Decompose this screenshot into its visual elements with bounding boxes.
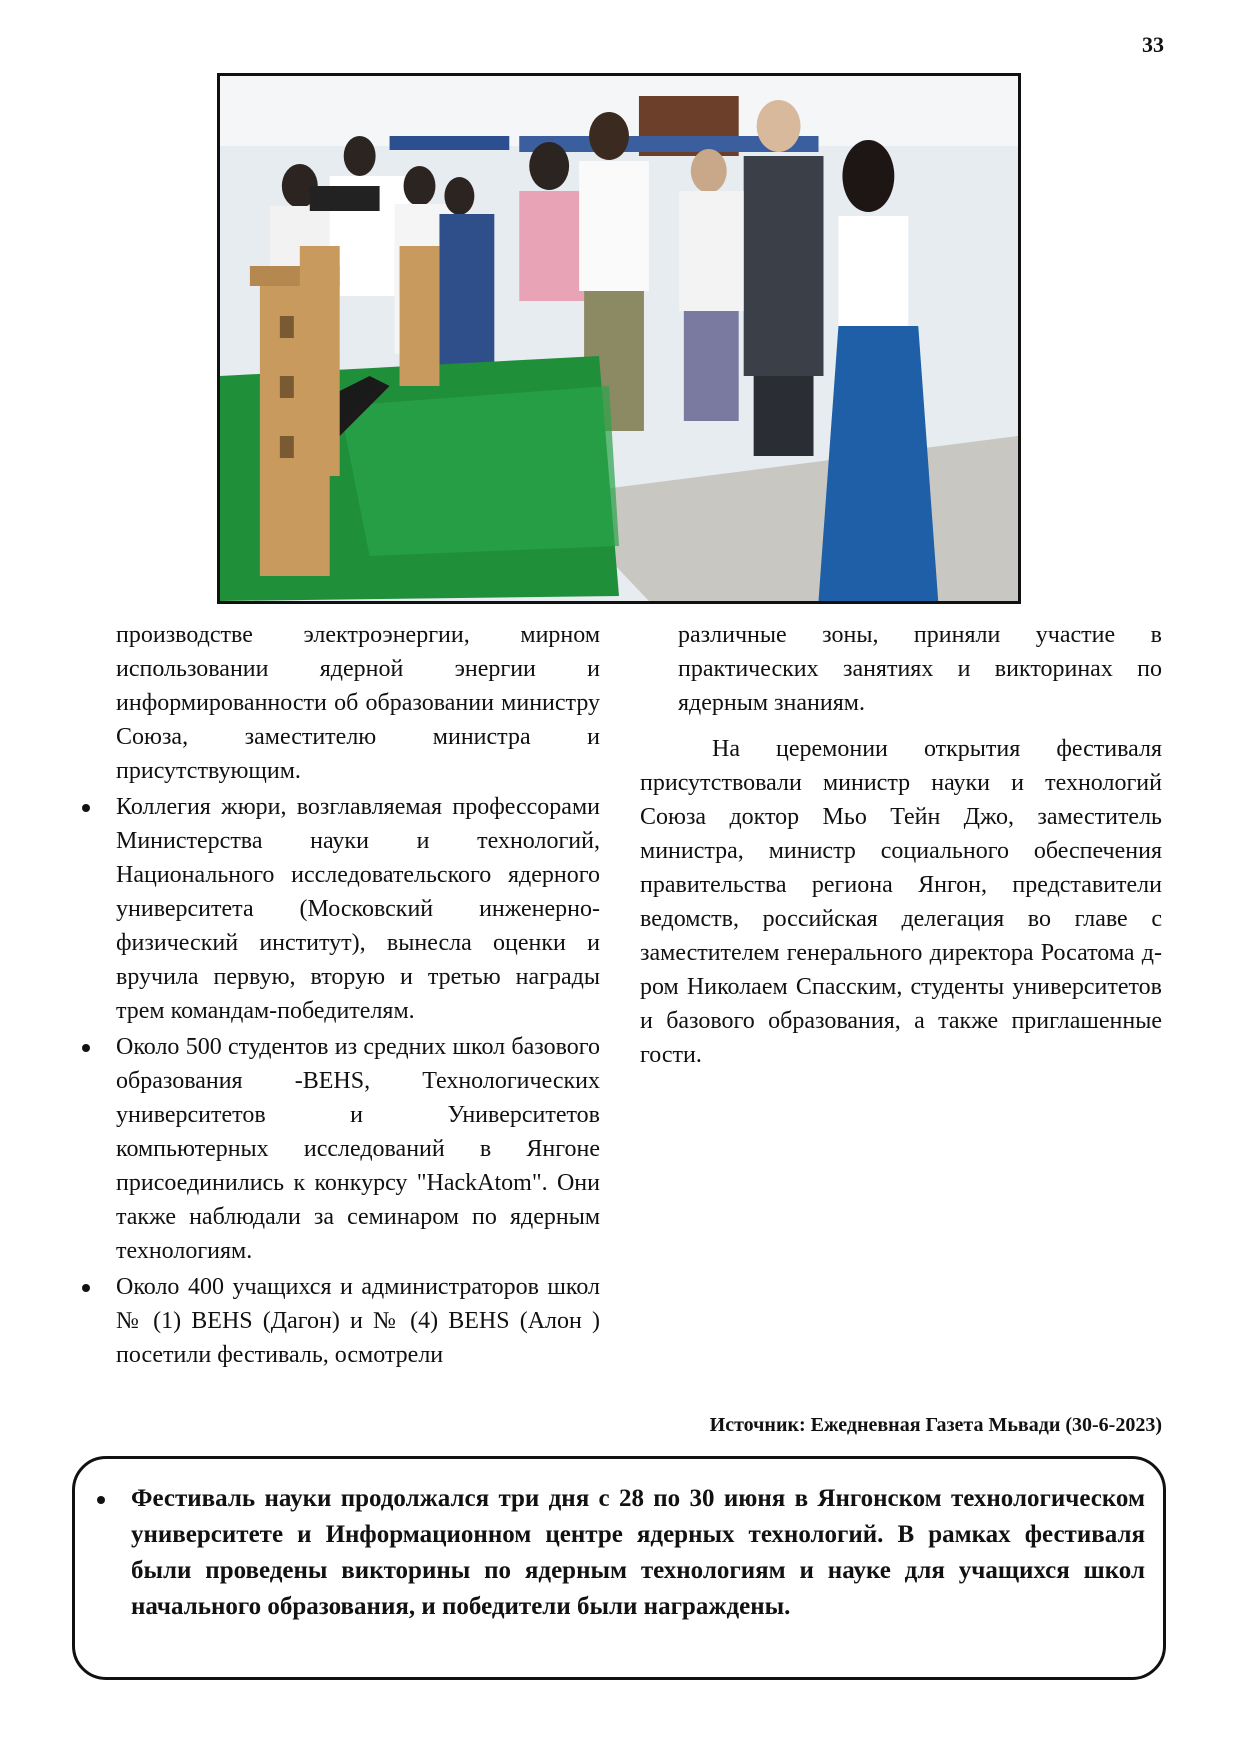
bullet-item-hackatom: Около 500 студентов из средних школ базового образования -BEHS, Технологических университетов и Университетов компьютерных исследований в Янгоне присоединились к конкурсу "HackAtom". Они также наблюдали за семинаром по ядерным технологиям.: [78, 1030, 600, 1268]
left-column: [78, 618, 600, 1372]
bullet-item-visitors: Около 400 учащихся и администраторов школ № (1) BEHS (Дагон) и № (4) BEHS (Алон ) посетили фестиваль, осмотрели: [78, 1270, 600, 1372]
event-photo-illustration: [220, 76, 1018, 601]
source-line: Источник: Ежедневная Газета Мьвади (30-6-2023): [709, 1414, 1162, 1436]
bullet-item-jury: Коллегия жюри, возглавляемая профессорами Министерства науки и технологий, Национального исследовательского ядерного университета (Московский инженерно-физический институт), вынесла оценки и вручила первую, вторую и третью награды трем командам-победителям.: [78, 790, 600, 1028]
event-photo: [217, 73, 1021, 604]
continuation-paragraph: различные зоны, приняли участие в практических занятиях и викторинах по ядерным знаниям.: [678, 622, 1162, 716]
summary-box: [72, 1456, 1166, 1680]
intro-paragraph: производстве электроэнергии, мирном использовании ядерной энергии и информированности об образовании министру Союза, заместителю министра и присутствующим.: [116, 622, 600, 784]
summary-text: Фестиваль науки продолжался три дня с 28 по 30 июня в Янгонском технологическом университете и Информационном центре ядерных технологий. В рамках фестиваля были проведены викторины по ядерным технологиям и науке для учащихся школ начального образования, и победители были награждены.: [93, 1481, 1145, 1625]
right-column: [640, 618, 1162, 1072]
opening-ceremony-paragraph: На церемонии открытия фестиваля присутствовали министр науки и технологий Союза доктор Мьо Тейн Джо, заместитель министра, министр социального обеспечения правительства региона Янгон, представители ведомств, российская делегация во главе с заместителем генерального директора Росатома д-ром Николаем Спасским, студенты университетов и базового образования, а также приглашенные гости.: [640, 736, 1162, 1068]
summary-list: [93, 1481, 1145, 1625]
bullet-list: [78, 790, 600, 1372]
page-number: 33: [1142, 32, 1164, 57]
